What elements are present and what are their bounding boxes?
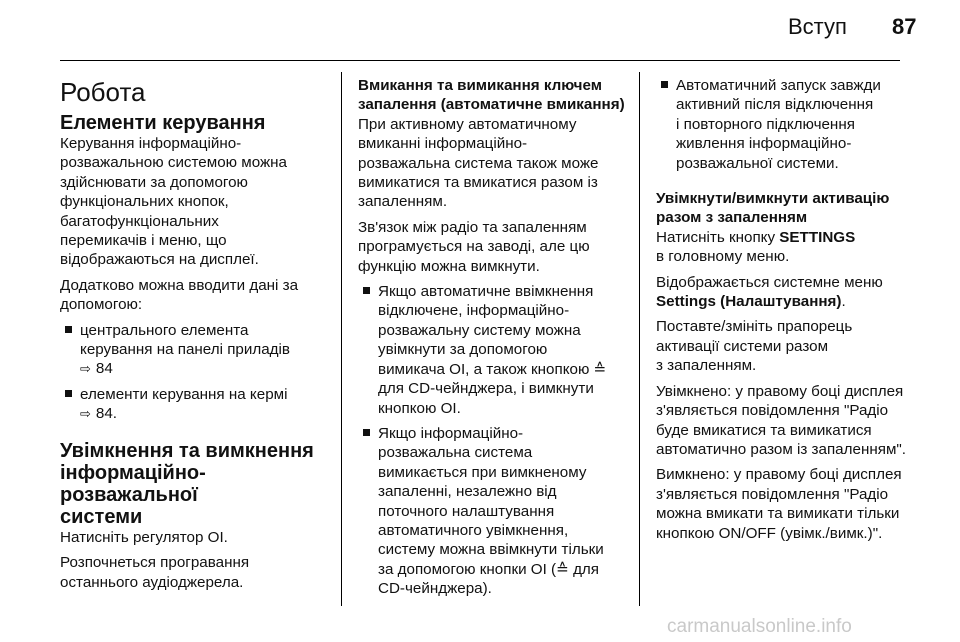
column-3	[656, 76, 956, 549]
paragraph-enabled: Увімкнено: у правому боці дисплея з'являється повідомлення "Радіо буде вмикатися та вимикатися автоматично разом із запаленням".	[656, 382, 906, 458]
paragraph-checkbox: Поставте/змініть прапорець активації системи разом з запаленням.	[656, 318, 853, 375]
subsection-title-power: Увімкнення та вимкнення інформаційно-розважальної системи	[60, 439, 314, 528]
paragraph-disabled: Вимкнено: у правому боці дисплея з'являється повідомлення "Радіо можна вмикати та вимикати тільки кнопкою ON/OFF (увімк./вимк.)".	[656, 466, 902, 542]
paragraph-link: Зв'язок між радіо та запаленням програмується на заводі, але цю функцію можна вимкнути.	[358, 218, 590, 275]
subsection-title-activation: Увімкнути/вимкнути активацію разом з запаленням	[656, 190, 890, 227]
list-item: елементи керування на кермі ⇨ 84.	[60, 385, 336, 424]
bullet-icon	[661, 81, 668, 88]
subsection-title-controls: Елементи керування	[60, 112, 266, 134]
bullet-icon	[65, 326, 72, 333]
list-item: Якщо автоматичне ввімкнення відключене, інформаційно- розважальну систему можна увімкнути за допомогою вимикача OI, а також кнопкою ≙ для CD-чейнджера, і вимкнути кнопкою OI.	[358, 282, 634, 418]
paragraph-menu: Відображається системне меню Settings (Налаштування).	[656, 273, 883, 311]
page-reference[interactable]: 84.	[95, 405, 118, 423]
subsection-title-ignition: Вмикання та вимикання ключем запалення (автоматичне вмикання)	[358, 77, 625, 114]
settings-key: SETTINGS	[779, 228, 856, 246]
column-divider-1	[341, 72, 342, 606]
paragraph-playback: Розпочнеться програвання останнього аудіоджерела.	[60, 554, 250, 591]
paragraph-controls: Керування інформаційно- розважальною системою можна здійснювати за допомогою функціональних кнопок, багатофункціональних перемикачів і меню, що відображаються на дисплеї.	[60, 135, 287, 269]
settings-menu-name: Settings (Налаштування)	[656, 293, 842, 311]
paragraph-input: Додатково можна вводити дані за допомогою:	[60, 276, 299, 314]
watermark: carmanualsonline.info	[667, 616, 852, 637]
list-item: Автоматичний запуск завжди активний після відключення і повторного підключення живлення інформаційно- розважальної системи.	[656, 76, 956, 173]
bullet-icon	[363, 287, 370, 294]
header-title: Вступ	[788, 14, 847, 39]
section-title: Робота	[60, 77, 146, 107]
paragraph-press: Натисніть регулятор OI.	[60, 528, 228, 546]
page-number: 87	[892, 14, 917, 39]
page-reference-icon: ⇨	[80, 406, 91, 422]
page-header	[0, 0, 960, 64]
column-1	[60, 76, 336, 598]
paragraph-auto: При активному автоматичному вмиканні інформаційно- розважальна система також може вимикатися та вмикатися разом із запаленням.	[358, 115, 599, 211]
column-2	[358, 76, 634, 605]
list-item: центрального елемента керування на панелі приладів ⇨ 84	[60, 321, 336, 379]
header-rule	[60, 60, 900, 61]
paragraph-settings: Натисніть кнопку SETTINGS в головному меню.	[656, 228, 856, 266]
bullet-icon	[363, 429, 370, 436]
page-reference[interactable]: 84	[95, 360, 113, 378]
column-divider-2	[639, 72, 640, 606]
bullet-icon	[65, 390, 72, 397]
list-item: Якщо інформаційно- розважальна система вимикається при вимкненому запаленні, незалежно від поточного налаштування автоматичного увімкнення, систему можна ввімкнути тільки за допомогою кнопки OI (≙ для CD-чейнджера).	[358, 424, 634, 599]
page-reference-icon: ⇨	[80, 361, 91, 377]
